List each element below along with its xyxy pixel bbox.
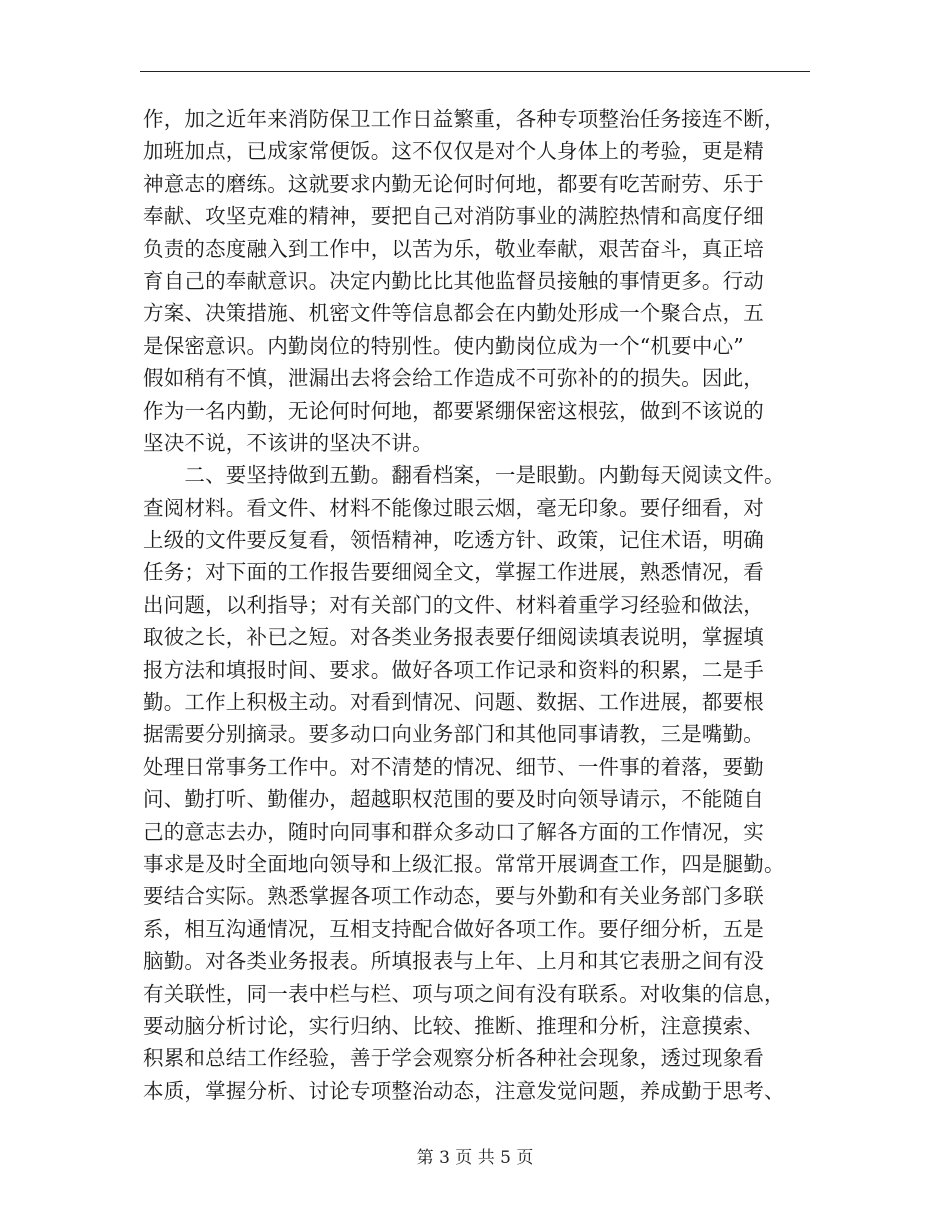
- header-rule: [140, 71, 810, 72]
- text-line: 任务；对下面的工作报告要细阅全文，掌握工作进展，熟悉情况，看: [143, 560, 764, 585]
- text-line: 是保密意识。内勤岗位的特别性。使内勤岗位成为一个“机要中心”: [143, 333, 744, 358]
- text-line: 取彼之长，补已之短。对各类业务报表要仔细阅读填表说明，掌握填: [143, 625, 764, 650]
- text-line: 有关联性，同一表中栏与栏、项与项之间有没有联系。对收集的信息，: [143, 981, 785, 1006]
- text-line: 脑勤。对各类业务报表。所填报表与上年、上月和其它表册之间有没: [143, 949, 764, 974]
- text-line: 查阅材料。看文件、材料不能像过眼云烟，毫无印象。要仔细看，对: [143, 495, 764, 520]
- text-line: 出问题，以利指导；对有关部门的文件、材料着重学习经验和做法，: [143, 592, 764, 617]
- body-text: [143, 103, 813, 1107]
- text-line: 本质，掌握分析、讨论专项整治动态，注意发觉问题，养成勤于思考、: [143, 1078, 785, 1103]
- text-line: 积累和总结工作经验，善于学会观察分析各种社会现象，透过现象看: [143, 1046, 764, 1071]
- text-line: 处理日常事务工作中。对不清楚的情况、细节、一件事的着落，要勤: [143, 754, 764, 779]
- text-line: 坚决不说，不该讲的坚决不讲。: [143, 430, 433, 455]
- text-line: 方案、决策措施、机密文件等信息都会在内勤处形成一个聚合点，五: [143, 301, 764, 326]
- text-line: 作为一名内勤，无论何时何地，都要紧绷保密这根弦，做到不该说的: [143, 398, 764, 423]
- text-line: 负责的态度融入到工作中，以苦为乐，敬业奉献，艰苦奋斗，真正培: [143, 236, 764, 261]
- text-line: 假如稍有不慎，泄漏出去将会给工作造成不可弥补的的损失。因此，: [143, 366, 764, 391]
- text-line: 奉献、攻坚克难的精神，要把自己对消防事业的满腔热情和高度仔细: [143, 204, 764, 229]
- text-line: 育自己的奉献意识。决定内勤比比其他监督员接触的事情更多。行动: [143, 268, 764, 293]
- text-line: 上级的文件要反复看，领悟精神，吃透方针、政策，记住术语，明确: [143, 528, 764, 553]
- text-line: 事求是及时全面地向领导和上级汇报。常常开展调查工作，四是腿勤。: [143, 851, 785, 876]
- text-line: 问、勤打听、勤催办，超越职权范围的要及时向领导请示，不能随自: [143, 787, 764, 812]
- page-number-label: 第 3 页 共 5 页: [416, 1148, 534, 1168]
- page-footer: [0, 1148, 950, 1168]
- text-line: 报方法和填报时间、要求。做好各项工作记录和资料的积累，二是手: [143, 657, 764, 682]
- text-line: 系，相互沟通情况，互相支持配合做好各项工作。要仔细分析，五是: [143, 916, 764, 941]
- text-line: 神意志的磨练。这就要求内勤无论何时何地，都要有吃苦耐劳、乐于: [143, 171, 764, 196]
- text-line: 作，加之近年来消防保卫工作日益繁重，各种专项整治任务接连不断，: [143, 107, 785, 131]
- text-line: 二、要坚持做到五勤。翻看档案，一是眼勤。内勤每天阅读文件。: [143, 463, 785, 488]
- text-line: 勤。工作上积极主动。对看到情况、问题、数据、工作进展，都要根: [143, 690, 764, 715]
- text-line: 要结合实际。熟悉掌握各项工作动态，要与外勤和有关业务部门多联: [143, 884, 764, 909]
- text-line: 加班加点，已成家常便饭。这不仅仅是对个人身体上的考验，更是精: [143, 139, 764, 164]
- text-line: 据需要分别摘录。要多动口向业务部门和其他同事请教，三是嘴勤。: [143, 722, 764, 747]
- text-line: 己的意志去办，随时向同事和群众多动口了解各方面的工作情况，实: [143, 819, 764, 844]
- text-line: 要动脑分析讨论，实行归纳、比较、推断、推理和分析，注意摸索、: [143, 1013, 764, 1038]
